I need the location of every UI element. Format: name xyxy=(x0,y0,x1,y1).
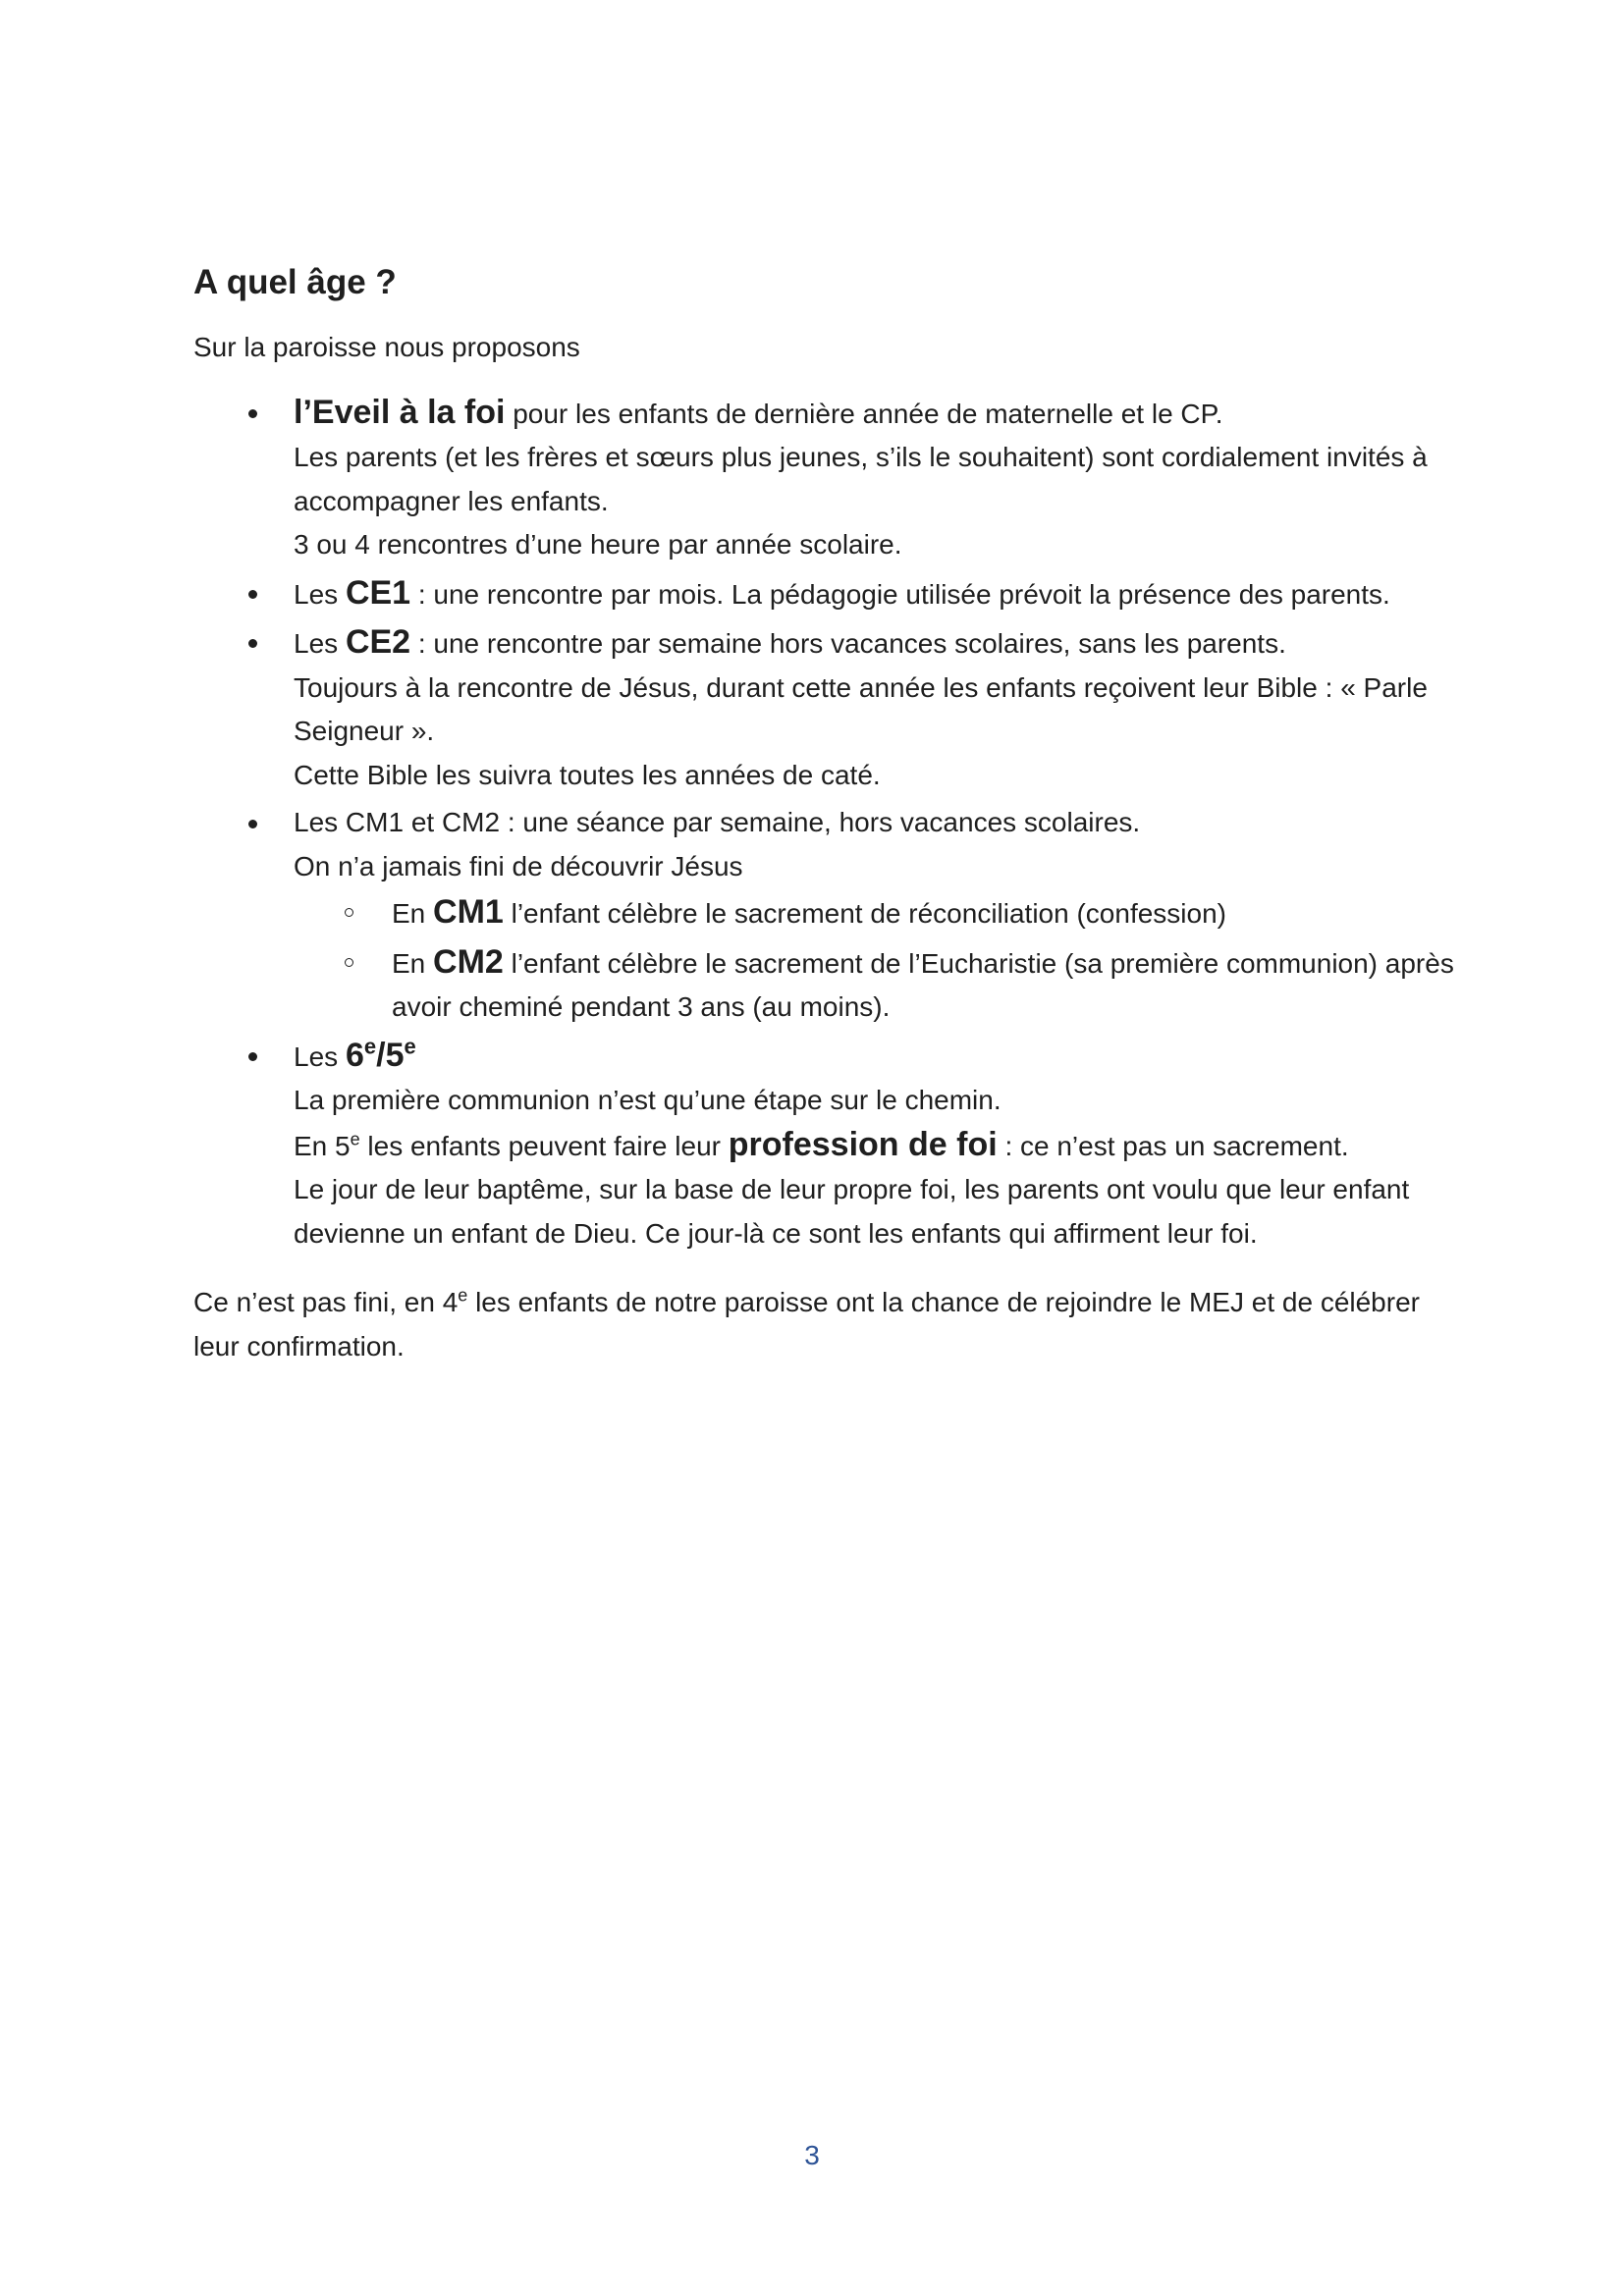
ce1-prefix: Les xyxy=(294,578,346,610)
ce2-text: : une rencontre par semaine hors vacances scolaires, sans les parents. xyxy=(410,628,1286,659)
page-number: 3 xyxy=(804,2140,820,2170)
six-cinq-prefix: Les xyxy=(294,1041,346,1072)
eveil-title: l’Eveil à la foi xyxy=(294,393,506,431)
ce2-line3: Cette Bible les suivra toutes les années de caté. xyxy=(294,759,881,790)
cm1-title: CM1 xyxy=(433,893,504,931)
list-item-eveil xyxy=(193,391,1460,567)
cm2-title: CM2 xyxy=(433,942,504,981)
sub-item-cm1 xyxy=(294,890,1460,936)
ce2-line2: Toujours à la rencontre de Jésus, durant cette année les enfants reçoivent leur Bible : « Parle Seigneur ». xyxy=(294,671,1428,746)
list-item-cm xyxy=(193,801,1460,1030)
cm1-text: l’enfant célèbre le sacrement de réconciliation (confession) xyxy=(503,898,1226,929)
six-cinq-line4: Le jour de leur baptême, sur la base de leur propre foi, les parents ont voulu que leur enfant devienne un enfant de Dieu. Ce jour-là ce sont les enfants qui affirment leur foi. xyxy=(294,1174,1410,1249)
ce2-title: CE2 xyxy=(345,623,411,661)
list-item-ce2 xyxy=(193,620,1460,797)
six-cinq-line3-sup: e xyxy=(350,1129,360,1149)
page-heading: A quel âge ? xyxy=(193,263,397,301)
cm1-prefix: En xyxy=(392,898,434,929)
cm2-text: l’enfant célèbre le sacrement de l’Eucharistie (sa première communion) après avoir cheminé pendant 3 ans (au moins). xyxy=(392,947,1454,1022)
sub-item-cm2 xyxy=(294,940,1460,1030)
list-item-6e-5e xyxy=(193,1034,1460,1256)
eveil-line2: Les parents (et les frères et sœurs plus jeunes, s’ils le souhaitent) sont cordialement invités à accompagner les enfants. xyxy=(294,442,1428,516)
six-sup: e xyxy=(363,1034,377,1059)
cinq-sup: e xyxy=(404,1034,416,1059)
six-label: 6 xyxy=(345,1036,364,1074)
six-cinq-title xyxy=(345,1034,416,1074)
ce2-prefix: Les xyxy=(294,628,346,659)
cm-line2: On n’a jamais fini de découvrir Jésus xyxy=(294,850,743,881)
cm2-prefix: En xyxy=(392,947,434,979)
closing-b: les enfants de notre paroisse ont la chance de rejoindre le MEJ et de célébrer leur confirmation. xyxy=(193,1287,1420,1362)
cinq-label: 5 xyxy=(385,1036,405,1074)
profession-de-foi: profession de foi xyxy=(728,1125,998,1163)
closing-a: Ce n’est pas fini, en 4 xyxy=(193,1287,459,1317)
list-item-ce1 xyxy=(193,571,1460,617)
intro-text: Sur la paroisse nous proposons xyxy=(193,332,580,362)
ce1-title: CE1 xyxy=(345,573,411,612)
six-cinq-line2: La première communion n’est qu’une étape sur le chemin. xyxy=(294,1085,1001,1115)
cm-text: Les CM1 et CM2 : une séance par semaine, hors vacances scolaires. xyxy=(294,807,1141,837)
cm-sub-list xyxy=(294,890,1460,1030)
page-content xyxy=(193,261,1460,1368)
ce1-text: : une rencontre par mois. La pédagogie utilisée prévoit la présence des parents. xyxy=(410,578,1390,610)
slash: / xyxy=(376,1036,386,1074)
closing-paragraph xyxy=(193,1281,1460,1368)
six-cinq-line3-c: : ce n’est pas un sacrement. xyxy=(997,1130,1349,1161)
closing-sup: e xyxy=(458,1285,468,1306)
six-cinq-line3-b: les enfants peuvent faire leur xyxy=(359,1130,729,1161)
eveil-text: pour les enfants de dernière année de maternelle et le CP. xyxy=(505,398,1223,429)
offer-list xyxy=(193,391,1460,1256)
six-cinq-line3-a: En 5 xyxy=(294,1130,351,1161)
eveil-line3: 3 ou 4 rencontres d’une heure par année scolaire. xyxy=(294,529,902,560)
